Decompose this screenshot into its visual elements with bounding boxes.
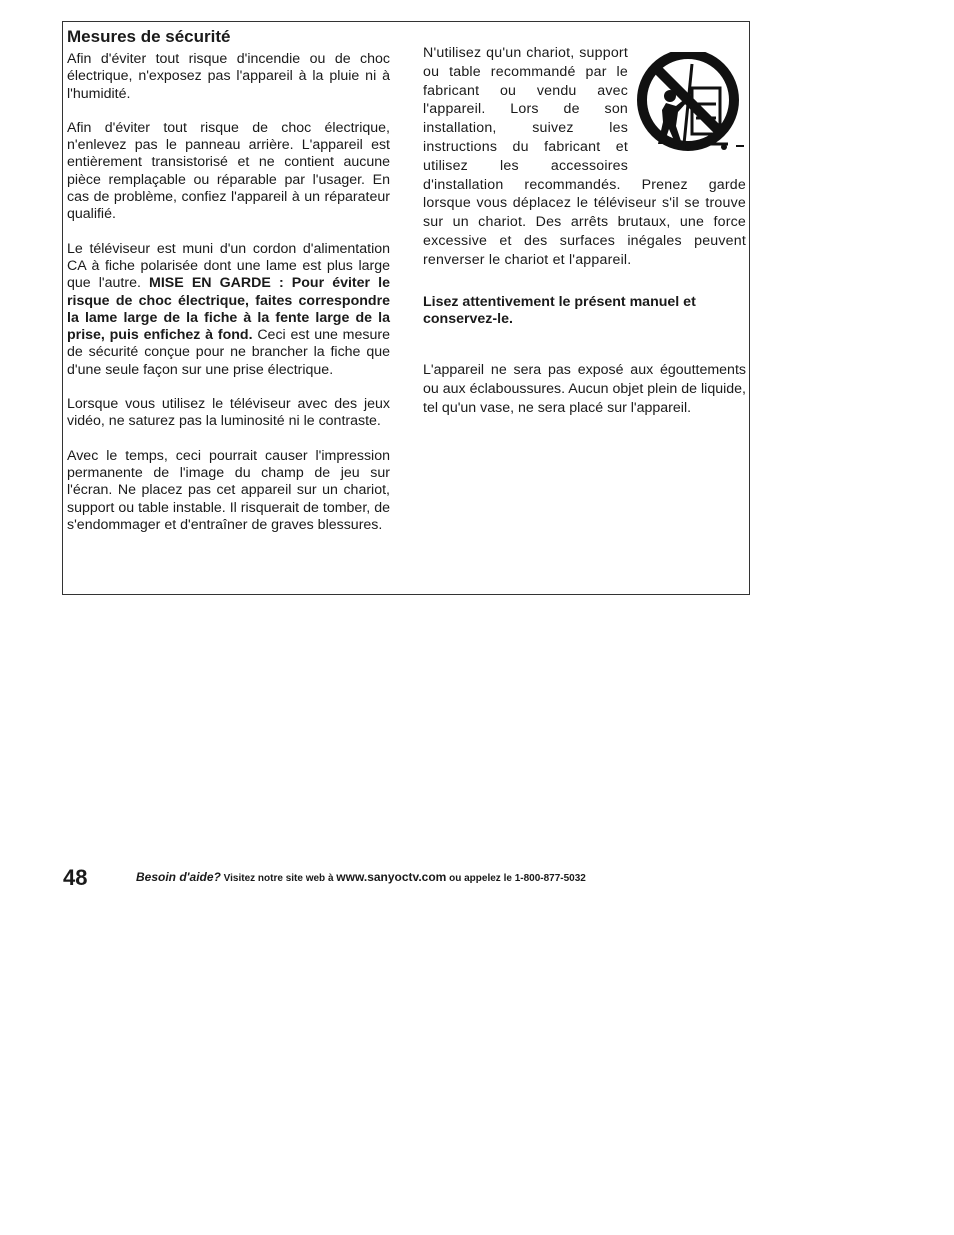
- water-note: L'appareil ne sera pas exposé aux égouttements ou aux éclaboussures. Aucun objet plein de liquide, tel qu'un vase, ne sera placé sur l'appareil.: [423, 362, 746, 416]
- rear-panel-paragraph: Afin d'éviter tout risque de choc électrique, n'enlevez pas le panneau arrière. L'appareil est entièrement transistorisé et ne contient aucune pièce remplaçable ou réparable par l'usager. En cas de problème, confiez l'appareil à un réparateur qualifié.: [67, 119, 390, 223]
- rain-warning-paragraph: Afin d'éviter tout risque d'incendie ou de choc électrique, n'exposez pas l'appareil à la pluie ni à l'humidité.: [67, 51, 390, 102]
- footer-website-link[interactable]: www.sanyoctv.com: [336, 870, 447, 884]
- polarized-plug-caution: MISE EN GARDE : Pour éviter le risque de choc électrique, faites correspondre la lame large de la fiche à la fente large de la prise, puis enfichez à fond.: [67, 275, 390, 344]
- cart-tip-over-warning-icon: [636, 52, 746, 154]
- polarized-plug-paragraph: [67, 241, 390, 379]
- manual-note: Lisez attentivement le présent manuel et conservez-le.: [423, 293, 696, 327]
- cart-warning-text: N'utilisez qu'un chariot, support ou table recommandé par le fabricant ou vendu avec l'appareil. Lors de son installation, suivez les instructions du fabricant et utilisez les accessoires d'installation recommandés. Prenez garde lorsque vous déplacez le téléviseur s'il se trouve sur un chariot. Des arrêts brutaux, une force excessive et des surfaces inégales peuvent renverser le chariot et l'appareil.: [423, 45, 746, 268]
- page-number: 48: [63, 865, 88, 890]
- footer-visit-text: Visitez notre site web à: [223, 873, 334, 884]
- burn-in-paragraph: Avec le temps, ceci pourrait causer l'impression permanente de l'image du champ de jeu sur l'écran. Ne placez pas cet appareil sur un chariot, support ou table instable. Il risquerait de tomber, de s'endommager et d'entraîner de graves blessures.: [67, 447, 390, 533]
- cart-warning-paragraph: [423, 44, 746, 270]
- polarized-plug-intro: Le téléviseur est muni d'un cordon d'alimentation CA à fiche polarisée dont une lame est plus large que l'autre.: [67, 240, 390, 292]
- footer-call-text: ou appelez le 1-800-877-5032: [449, 873, 586, 884]
- footer-help-label: Besoin d'aide?: [136, 870, 221, 884]
- polarized-plug-end: Ceci est une mesure de sécurité conçue pour ne brancher la fiche que d'une seule façon sur une prise électrique.: [67, 327, 390, 378]
- section-title: Mesures de sécurité: [67, 27, 231, 46]
- right-column: [423, 44, 746, 418]
- footer-help-line: [136, 870, 586, 886]
- left-column: [67, 26, 390, 551]
- video-games-paragraph: Lorsque vous utilisez le téléviseur avec des jeux vidéo, ne saturez pas la luminosité ni le contraste.: [67, 396, 390, 430]
